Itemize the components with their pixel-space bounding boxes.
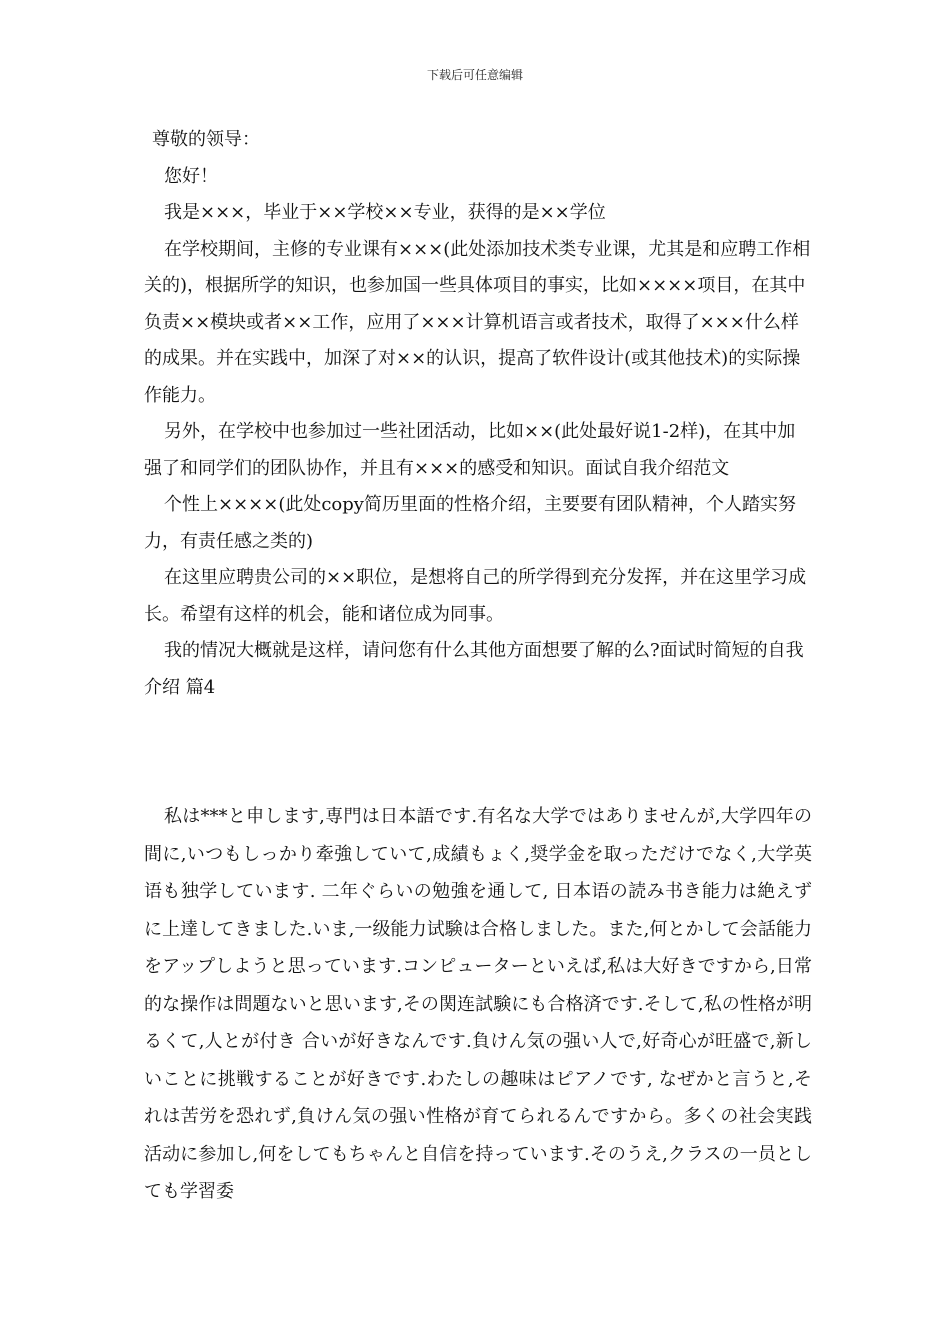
greeting: 您好！ bbox=[164, 165, 218, 187]
paragraph-personality: 个性上××××(此处copy简历里面的性格介绍，主要要有团队精神，个人踏实努力，有责任感之类的) bbox=[144, 494, 796, 552]
paragraph-activities: 另外，在学校中也参加过一些社团活动，比如××(此处最好说1-2样)，在其中加强了和同学们的团队协作，并且有×××的感受和知识。面试自我介绍范文 bbox=[144, 421, 796, 479]
paragraph-study: 在学校期间，主修的专业课有×××(此处添加技术类专业课，尤其是和应聘工作相关的)，根据所学的知识，也参加国一些具体项目的事实，比如××××项目，在其中负责××模块或者××工作，应用了×××计算机语言或者技术，取得了×××什么样的成果。并在实践中，加深了对××的认识，提高了软件设计(或其他技术)的实际操作能力。 bbox=[144, 238, 811, 406]
page-header: 下载后可任意编辑 bbox=[426, 68, 523, 82]
salutation: 尊敬的领导： bbox=[152, 129, 260, 150]
paragraph-intro: 我是×××，毕业于××学校××专业，获得的是××学位 bbox=[164, 202, 606, 223]
cover-letter-section bbox=[144, 122, 812, 706]
paragraph-position: 在这里应聘贵公司的××职位，是想将自己的所学得到充分发挥，并在这里学习成长。希望有这样的机会，能和诸位成为同事。 bbox=[144, 567, 807, 625]
japanese-intro-section bbox=[144, 798, 812, 1211]
paragraph-closing: 我的情况大概就是这样，请问您有什么其他方面想要了解的么?面试时简短的自我介绍 篇4 bbox=[144, 640, 804, 698]
japanese-paragraph: 私は***と申します,専門は日本語です.有名な大学ではありませんが,大学四年の間に,いつもしっかり牽強していて,成績もょく,奨学金を取っただけでなく,大学英语も独学しています. 二年ぐらいの勉強を通して, 日本语の読み书き能力は絶えずに上達してきました.いま,一级能力试験は合格しました。また,何とかして会話能力をアップしようと思っています.コンピューターといえば,私は大好きですから,日常的な操作は問題ないと思います,その関连試験にも合格済です.そして,私の性格が明るくて,人とが付き 合いが好きなんです.負けん気の强い人で,好奇心が旺盛で,新しいことに挑戦することが好きです.わたしの趣味はピアノです, なぜかと言うと,それは苦労を恐れず,負けん気の强い性格が育てられるんですから。多くの社会実践活动に参加し,何をしてもちゃんと自信を持っています.そのうえ,クラスの一员としても学習委 bbox=[144, 806, 812, 1202]
